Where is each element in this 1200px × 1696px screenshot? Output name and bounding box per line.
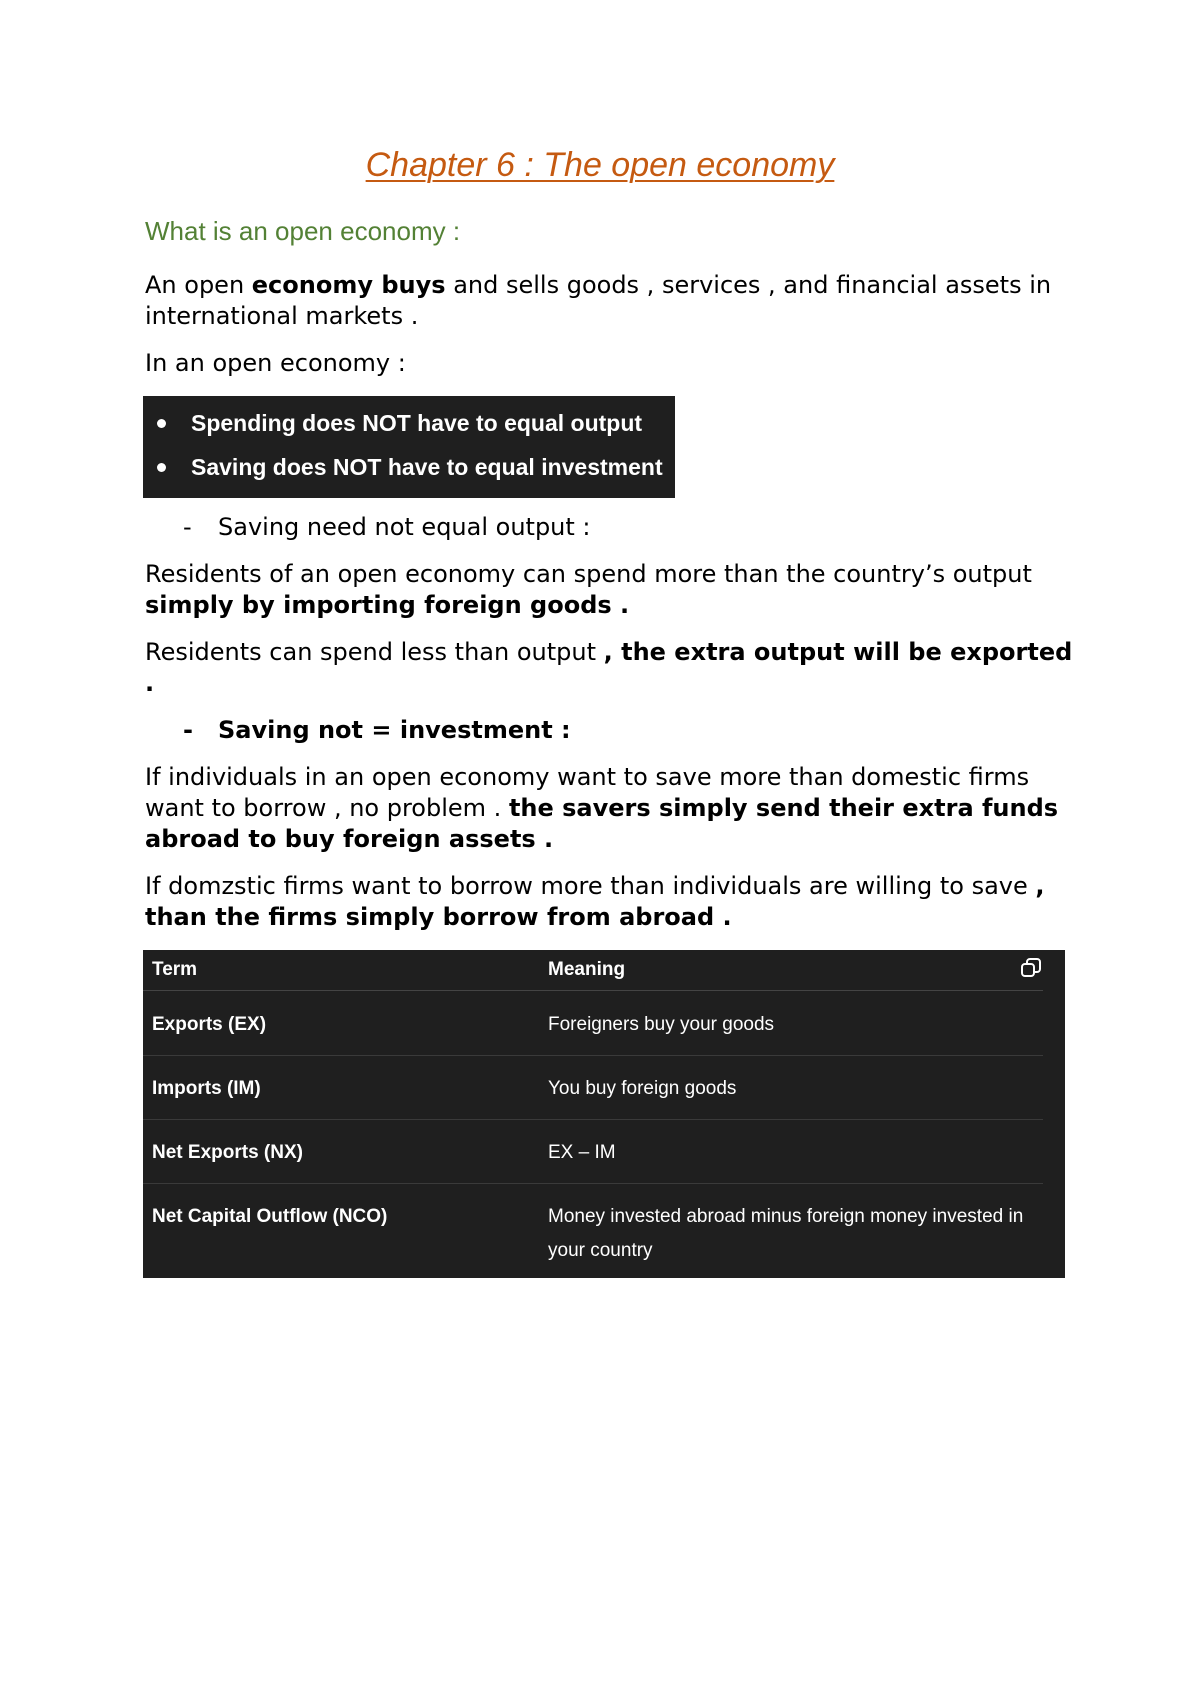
dash-marker: - [183,716,193,744]
paragraph-text: If individuals in an open economy want to save more than domestic firms want to borrow , no problem . [145,763,1030,822]
table-cell-meaning: You buy foreign goods [548,1078,737,1099]
table-header-row [143,950,1043,991]
highlight-box [143,396,675,498]
bullet-icon [157,463,166,472]
row-divider [143,1055,1043,1056]
table-cell-term: Net Exports (NX) [152,1142,303,1163]
paragraph-text: If domzstic firms want to borrow more than individuals are willing to save [145,872,1036,900]
dash-list-item [183,715,571,746]
paragraph-bold: simply by importing foreign goods . [145,591,630,619]
row-divider [143,1119,1043,1120]
in-open-economy-text: In an open economy : [145,349,406,377]
highlight-item [157,410,642,437]
terms-table [143,950,1065,1278]
row-divider [143,1183,1043,1184]
table-cell-term: Imports (IM) [152,1078,261,1099]
highlight-item [157,454,663,481]
table-cell-meaning: Money invested abroad minus foreign money invested in [548,1206,1024,1227]
paragraph-borrow-more [145,871,1075,933]
paragraph-bold: , the extra output will be exported . [145,638,1073,697]
table-header-meaning: Meaning [548,959,626,980]
paragraph-spend-more [145,559,1075,621]
table-cell-meaning: EX – IM [548,1142,616,1163]
table-cell-meaning: Foreigners buy your goods [548,1014,775,1035]
page-title: Chapter 6 : The open economy [365,146,835,184]
dash-marker: - [183,513,192,541]
intro-paragraph [145,270,1075,332]
bullet-icon [157,419,166,428]
intro-text-2: and sells goods , services , and financial assets in international markets . [145,271,1052,330]
copy-icon[interactable] [1019,956,1043,980]
paragraph-text: Residents of an open economy can spend more than the country’s output [145,560,1032,588]
intro-text-1: An open [145,271,252,299]
paragraph-save-more [145,762,1075,855]
paragraph-bold: the savers simply send their extra funds abroad to buy foreign assets . [145,794,1059,853]
highlight-item-text: Spending does NOT have to equal output [191,410,643,436]
section-heading: What is an open economy : [145,216,461,246]
intro-bold: economy buys [251,271,446,299]
dash-item-text: Saving need not equal output : [218,513,591,541]
table-cell-meaning-line2: your country [548,1240,653,1261]
dash-list-item [183,512,591,543]
table-header-term: Term [152,959,198,980]
table-cell-term: Exports (EX) [152,1014,267,1035]
paragraph-spend-less [145,637,1075,699]
paragraph-bold: , than the firms simply borrow from abroad . [145,872,1045,931]
table-cell-term: Net Capital Outflow (NCO) [152,1206,388,1227]
dash-item-text: Saving not = investment : [218,716,571,744]
paragraph-text: Residents can spend less than output [145,638,604,666]
highlight-item-text: Saving does NOT have to equal investment [191,454,663,480]
